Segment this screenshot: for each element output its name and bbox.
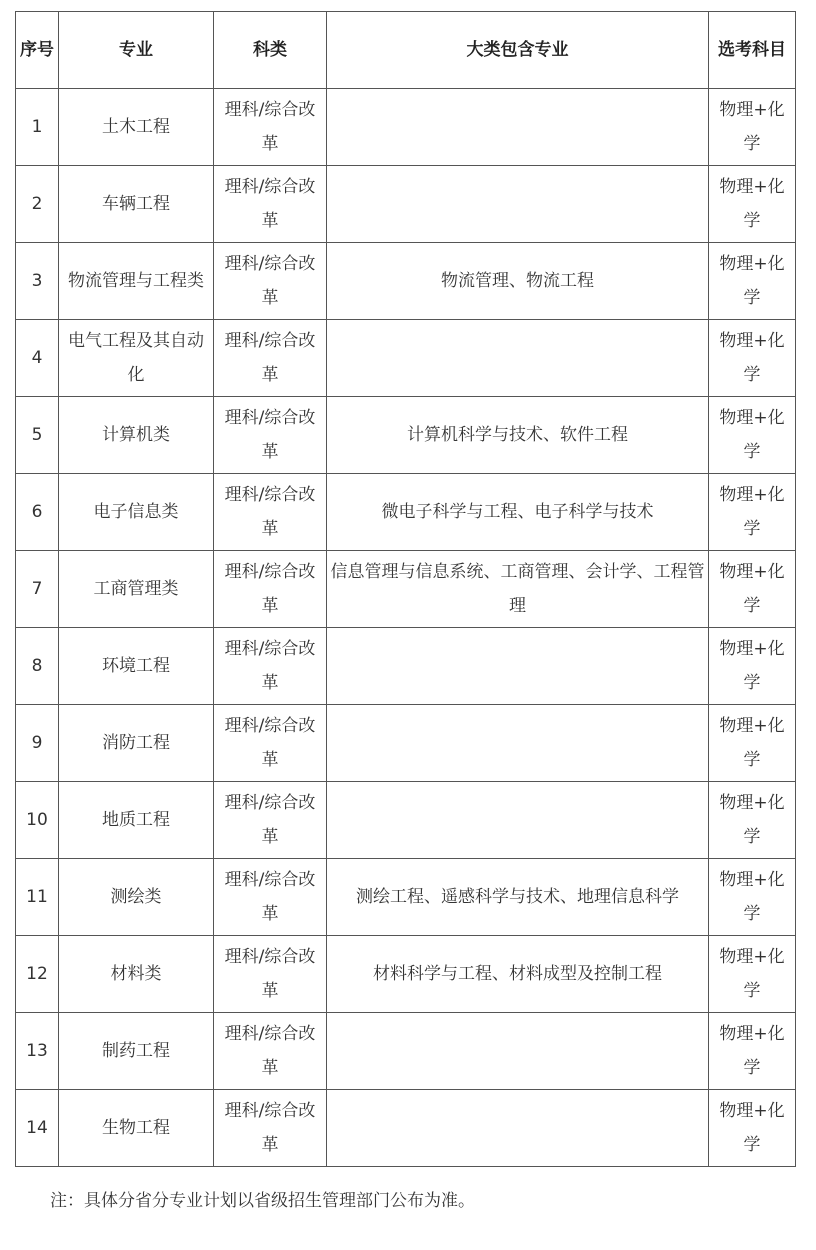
table-row (16, 628, 796, 705)
required-subjects: 物理+化学 (709, 859, 796, 936)
required-subjects: 物理+化学 (709, 89, 796, 166)
table-row (16, 782, 796, 859)
row-number: 5 (16, 397, 59, 474)
row-number: 4 (16, 320, 59, 397)
included-majors: 信息管理与信息系统、工商管理、会计学、工程管理 (327, 551, 709, 628)
major-name: 测绘类 (59, 859, 214, 936)
category: 理科/综合改革 (214, 1090, 327, 1167)
major-name: 消防工程 (59, 705, 214, 782)
table-row (16, 1090, 796, 1167)
included-majors (327, 705, 709, 782)
required-subjects: 物理+化学 (709, 1013, 796, 1090)
header-includes: 大类包含专业 (327, 12, 709, 89)
major-name: 计算机类 (59, 397, 214, 474)
included-majors (327, 166, 709, 243)
table-row (16, 859, 796, 936)
major-name: 制药工程 (59, 1013, 214, 1090)
table-row (16, 1013, 796, 1090)
row-number: 14 (16, 1090, 59, 1167)
major-name: 车辆工程 (59, 166, 214, 243)
table-row (16, 89, 796, 166)
row-number: 6 (16, 474, 59, 551)
included-majors: 材料科学与工程、材料成型及控制工程 (327, 936, 709, 1013)
major-name: 电子信息类 (59, 474, 214, 551)
category: 理科/综合改革 (214, 243, 327, 320)
table-row (16, 936, 796, 1013)
footnote: 注：具体分省分专业计划以省级招生管理部门公布为准。 (50, 1191, 475, 1211)
table-row (16, 320, 796, 397)
category: 理科/综合改革 (214, 397, 327, 474)
table-row (16, 397, 796, 474)
header-no: 序号 (16, 12, 59, 89)
category: 理科/综合改革 (214, 936, 327, 1013)
header-subjects: 选考科目 (709, 12, 796, 89)
table-row (16, 474, 796, 551)
category: 理科/综合改革 (214, 782, 327, 859)
required-subjects: 物理+化学 (709, 705, 796, 782)
major-name: 地质工程 (59, 782, 214, 859)
row-number: 10 (16, 782, 59, 859)
required-subjects: 物理+化学 (709, 551, 796, 628)
required-subjects: 物理+化学 (709, 243, 796, 320)
major-name: 土木工程 (59, 89, 214, 166)
table-row (16, 551, 796, 628)
table-row (16, 166, 796, 243)
category: 理科/综合改革 (214, 705, 327, 782)
category: 理科/综合改革 (214, 628, 327, 705)
row-number: 2 (16, 166, 59, 243)
included-majors (327, 782, 709, 859)
header-major: 专业 (59, 12, 214, 89)
row-number: 11 (16, 859, 59, 936)
included-majors: 物流管理、物流工程 (327, 243, 709, 320)
required-subjects: 物理+化学 (709, 397, 796, 474)
category: 理科/综合改革 (214, 320, 327, 397)
category: 理科/综合改革 (214, 166, 327, 243)
included-majors (327, 1090, 709, 1167)
row-number: 3 (16, 243, 59, 320)
required-subjects: 物理+化学 (709, 936, 796, 1013)
category: 理科/综合改革 (214, 474, 327, 551)
row-number: 13 (16, 1013, 59, 1090)
row-number: 9 (16, 705, 59, 782)
major-name: 生物工程 (59, 1090, 214, 1167)
required-subjects: 物理+化学 (709, 474, 796, 551)
major-name: 材料类 (59, 936, 214, 1013)
required-subjects: 物理+化学 (709, 628, 796, 705)
header-category: 科类 (214, 12, 327, 89)
required-subjects: 物理+化学 (709, 320, 796, 397)
major-name: 环境工程 (59, 628, 214, 705)
row-number: 8 (16, 628, 59, 705)
table-row (16, 243, 796, 320)
major-name: 电气工程及其自动化 (59, 320, 214, 397)
category: 理科/综合改革 (214, 551, 327, 628)
table-row (16, 705, 796, 782)
enrollment-plan-table (15, 11, 796, 1167)
required-subjects: 物理+化学 (709, 1090, 796, 1167)
major-name: 工商管理类 (59, 551, 214, 628)
required-subjects: 物理+化学 (709, 782, 796, 859)
required-subjects: 物理+化学 (709, 166, 796, 243)
table-header-row (16, 12, 796, 89)
included-majors: 测绘工程、遥感科学与技术、地理信息科学 (327, 859, 709, 936)
major-name: 物流管理与工程类 (59, 243, 214, 320)
included-majors (327, 628, 709, 705)
included-majors: 微电子科学与工程、电子科学与技术 (327, 474, 709, 551)
row-number: 12 (16, 936, 59, 1013)
category: 理科/综合改革 (214, 859, 327, 936)
included-majors (327, 89, 709, 166)
row-number: 1 (16, 89, 59, 166)
category: 理科/综合改革 (214, 89, 327, 166)
included-majors: 计算机科学与技术、软件工程 (327, 397, 709, 474)
included-majors (327, 1013, 709, 1090)
included-majors (327, 320, 709, 397)
row-number: 7 (16, 551, 59, 628)
category: 理科/综合改革 (214, 1013, 327, 1090)
